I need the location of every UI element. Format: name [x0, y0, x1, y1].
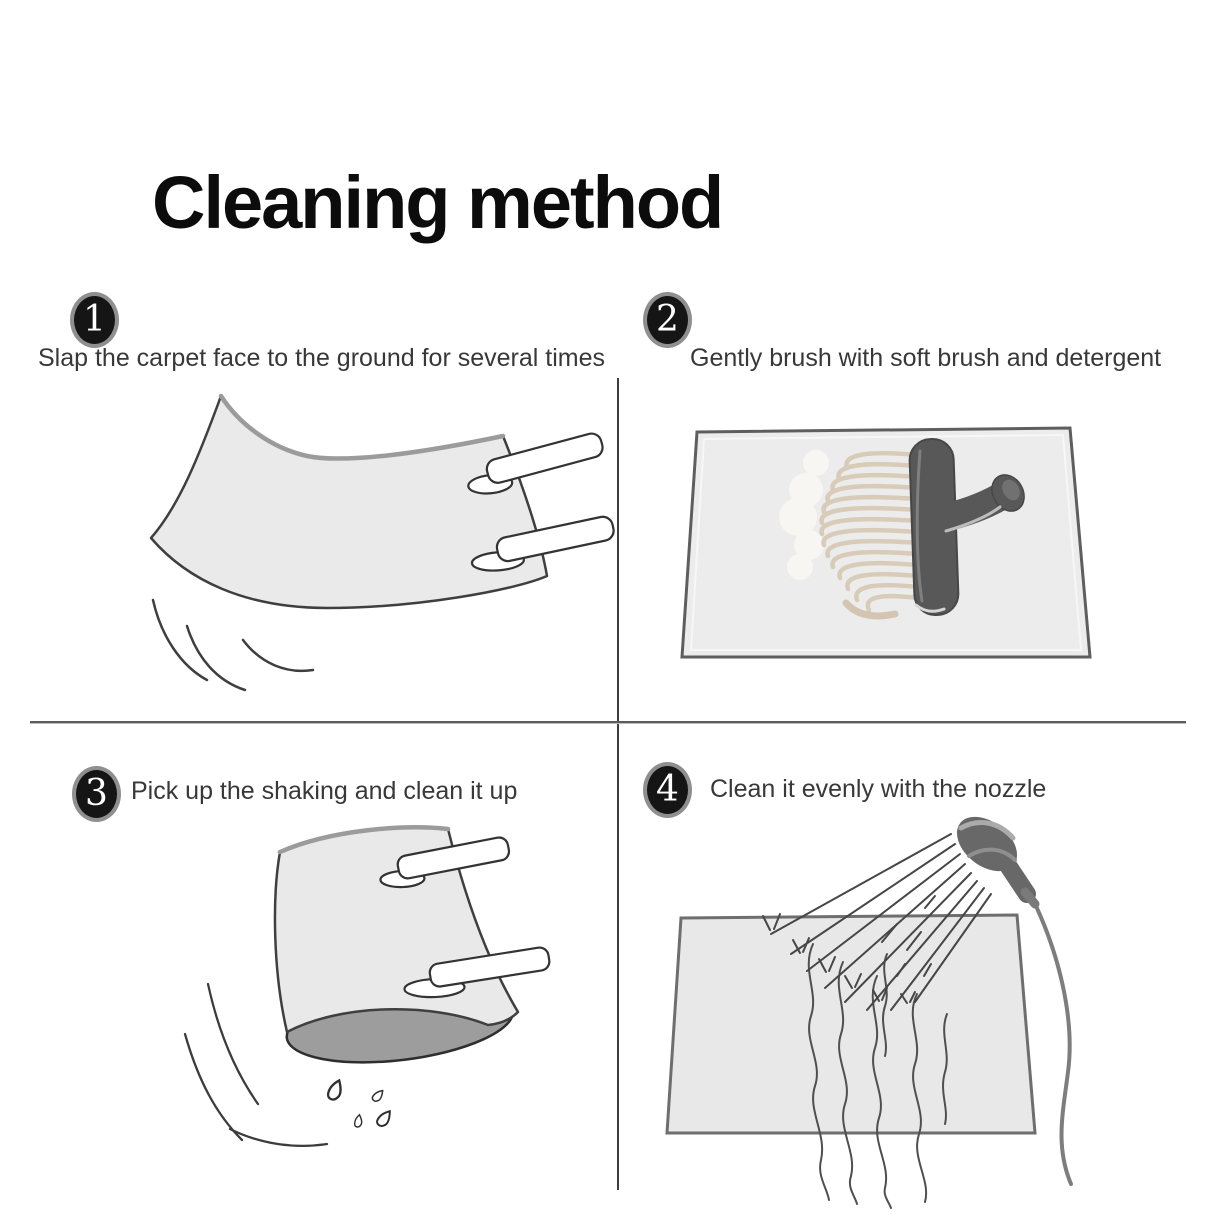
hose — [1036, 906, 1071, 1184]
step-4-caption: Clean it evenly with the nozzle — [710, 775, 1047, 803]
step-2-badge — [643, 292, 692, 348]
water-droplets — [326, 1078, 394, 1128]
motion-lines — [153, 600, 313, 690]
step-2-number: 2 — [656, 299, 679, 340]
step-1-number: 1 — [83, 299, 106, 340]
step-3-number: 3 — [85, 773, 108, 814]
horizontal-divider — [30, 721, 1186, 724]
page-title: Cleaning method — [152, 161, 723, 244]
step-2-caption: Gently brush with soft brush and detergent — [690, 344, 1162, 372]
carpet-shake-illustration — [130, 822, 610, 1212]
step-3-caption: Pick up the shaking and clean it up — [131, 777, 518, 805]
nozzle-rinse-illustration — [635, 804, 1210, 1214]
step-1-badge — [70, 292, 119, 348]
carpet-sheet — [151, 396, 547, 608]
vertical-divider — [617, 378, 619, 1190]
step-4-number: 4 — [656, 769, 679, 810]
brush-scrub-illustration — [648, 395, 1148, 715]
step-1-caption: Slap the carpet face to the ground for several times — [38, 344, 605, 372]
step-3-badge — [72, 766, 121, 822]
carpet-slap-illustration — [95, 378, 615, 718]
mat — [667, 915, 1035, 1133]
